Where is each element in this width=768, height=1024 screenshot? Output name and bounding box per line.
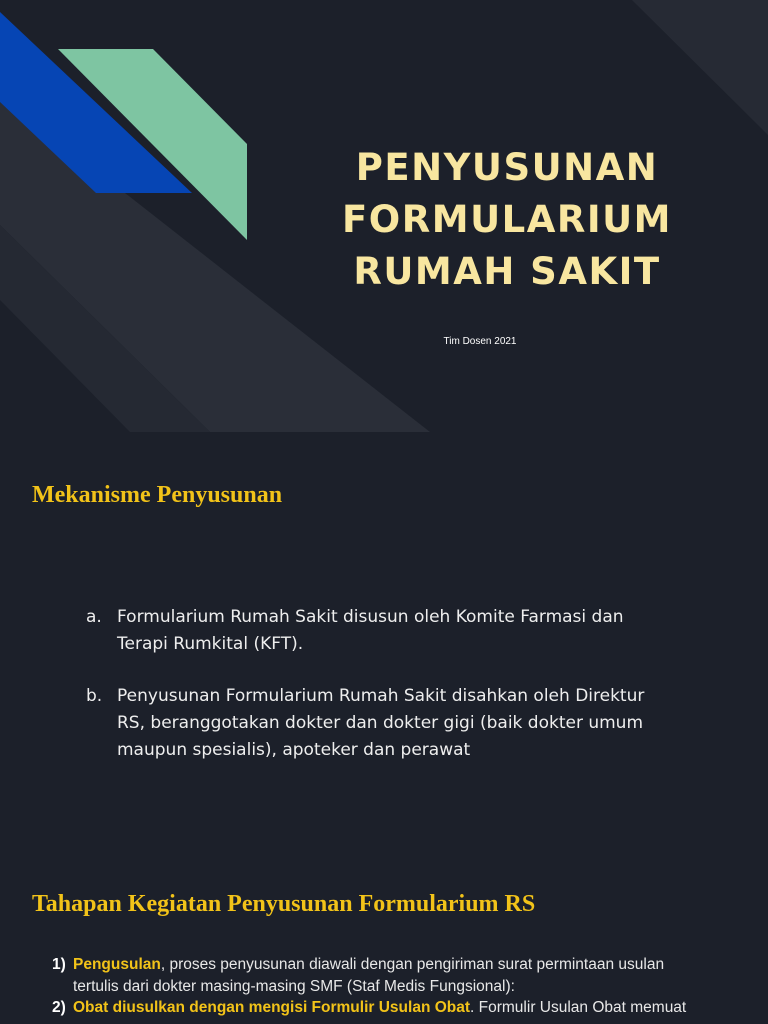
list-item-text: Penyusunan Formularium Rumah Sakit disahkan oleh Direktur RS, beranggotakan dokter dan dokter gigi (baik dokter umum maupun spesialis), apoteker dan perawat (117, 686, 645, 760)
mechanism-slide (0, 432, 768, 843)
step-text: . Formulir Usulan Obat memuat (470, 999, 687, 1016)
title-slide (0, 0, 768, 432)
list-marker: b. (86, 686, 103, 706)
list-item (86, 604, 646, 658)
step-highlight: Obat diusulkan dengan mengisi Formulir Usulan Obat (73, 999, 471, 1016)
title-line-1: PENYUSUNAN (355, 146, 659, 189)
stages-list (52, 954, 702, 1019)
list-item (52, 997, 702, 1019)
stages-slide (0, 843, 768, 1024)
dark-corner-triangle (632, 0, 768, 135)
slide-heading: Tahapan Kegiatan Penyusunan Formularium RS (32, 891, 536, 917)
slide-title (300, 142, 714, 298)
step-text: , proses penyusunan diawali dengan pengiriman surat permintaan usulan tertulis dari dokter masing-masing SMF (Staf Medis Fungsional): (73, 956, 665, 995)
title-line-3: RUMAH SAKIT (353, 250, 661, 293)
list-item (86, 683, 646, 764)
title-line-2: FORMULARIUM (342, 198, 672, 241)
slide-subtitle: Tim Dosen 2021 (443, 336, 517, 347)
mechanism-list (86, 604, 646, 789)
step-number: 2) (52, 999, 66, 1016)
list-item-text: Formularium Rumah Sakit disusun oleh Komite Farmasi dan Terapi Rumkital (KFT). (117, 607, 624, 654)
list-item (52, 954, 702, 997)
list-marker: a. (86, 607, 102, 627)
step-highlight: Pengusulan (73, 956, 161, 973)
slide-heading: Mekanisme Penyusunan (32, 482, 283, 508)
step-number: 1) (52, 956, 66, 973)
